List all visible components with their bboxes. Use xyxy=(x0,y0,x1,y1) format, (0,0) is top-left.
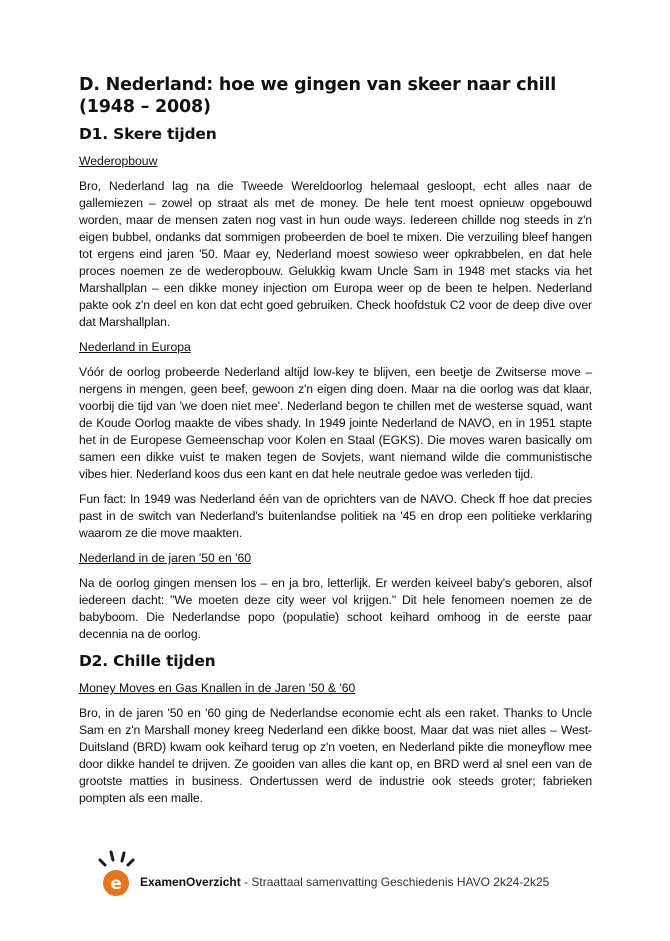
footer-tagline: Straattaal samenvatting Geschiedenis HAVO 2k24-2k25 xyxy=(251,875,550,889)
paragraph-wederopbouw: Bro, Nederland lag na die Tweede Wereldoorlog helemaal gesloopt, echt alles naar de gallemiezen – zowel op straat als met de money. De hele tent moest opnieuw opgebouwd worden, maar de mensen zaten nog vast in hun oude ways. Iedereen chillde nog steeds in z'n eigen bubbel, ondanks dat sommigen probeerden de boel te mixen. Die verzuiling bleef hangen tot ergens eind jaren '50. Maar ey, Nederland moest sowieso weer opkrabbelen, en dat hele proces noemen ze de wederopbouw. Gelukkig kwam Uncle Sam in 1948 met stacks via het Marshallplan – een dikke money injection om Europa weer op de been te helpen. Nederland pakte ook z'n deel en kon dat echt goed gebruiken. Check hoofdstuk C2 voor de deep dive over dat Marshallplan. xyxy=(79,179,592,329)
subheading-wederopbouw: Wederopbouw xyxy=(79,154,158,168)
paragraph-money-moves: Bro, in de jaren '50 en '60 ging de Nederlandse economie echt als een raket. Thanks to Uncle Sam en z'n Marshall money kreeg Nederland een dikke boost. Maar dat was niet alles – West-Duitsland (BRD) kwam ook keihard terug op z'n voeten, en Nederland pikte die moneyflow mee door dikke handel te drijven. Ze gooiden van alles die kant op, en BRD werd al snel een van de grootste matties in business. Ondertussen werd de industrie ook steeds groter; fabrieken pompten als een malle. xyxy=(79,706,592,805)
footer-text xyxy=(140,874,549,890)
subheading-nederland-in-europa: Nederland in Europa xyxy=(79,340,191,354)
paragraph-fun-fact: Fun fact: In 1949 was Nederland één van de oprichters van de NAVO. Check ff hoe dat precies past in de switch van Nederland's buitenlandse politiek na '45 en drop een politieke verklaring waarom ze die move maakten. xyxy=(79,492,592,540)
section-heading-d1: D1. Skere tijden xyxy=(79,125,217,143)
section-heading-d2: D2. Chille tijden xyxy=(79,652,216,670)
document-page xyxy=(79,74,592,815)
page-footer xyxy=(94,848,594,903)
paragraph-nederland-in-europa: Vóór de oorlog probeerde Nederland altijd low-key te blijven, een beetje de Zwitserse move – nergens in mengen, geen beef, gewoon z'n eigen ding doen. Maar na die oorlog was dat klaar, voorbij die tijd van 'we doen niet mee'. Nederland begon te chillen met de westerse squad, want de Koude Oorlog maakte de vibes shady. In 1949 jointe Nederland de NAVO, en in 1951 stapte het in de Europese Gemeenschap voor Kolen en Staal (EGKS). Die moves waren basically om samen een dikke vuist te maken tegen de Sovjets, want niemand wilde die communistische vibes hier. Nederland koos dus een kant en dat hele neutrale gedoe was verleden tijd. xyxy=(79,365,592,481)
subheading-jaren-50-60: Nederland in de jaren '50 en '60 xyxy=(79,551,252,565)
footer-brand: ExamenOverzicht xyxy=(140,875,241,889)
footer-separator: - xyxy=(240,875,252,889)
examenoverzicht-logo-icon xyxy=(94,848,138,900)
svg-text:e: e xyxy=(110,874,122,894)
paragraph-babyboom: Na de oorlog gingen mensen los – en ja bro, letterlijk. Er werden keiveel baby's geboren, alsof iedereen dacht: "We moeten deze city weer vol krijgen." Dit hele fenomeen noemen ze de babyboom. Die Nederlandse popo (populatie) schoot keihard omhoog in de eerste paar decennia na de oorlog. xyxy=(79,576,592,641)
subheading-money-moves: Money Moves en Gas Knallen in de Jaren '50 & '60 xyxy=(79,681,356,695)
chapter-heading: D. Nederland: hoe we gingen van skeer naar chill (1948 – 2008) xyxy=(79,75,557,117)
